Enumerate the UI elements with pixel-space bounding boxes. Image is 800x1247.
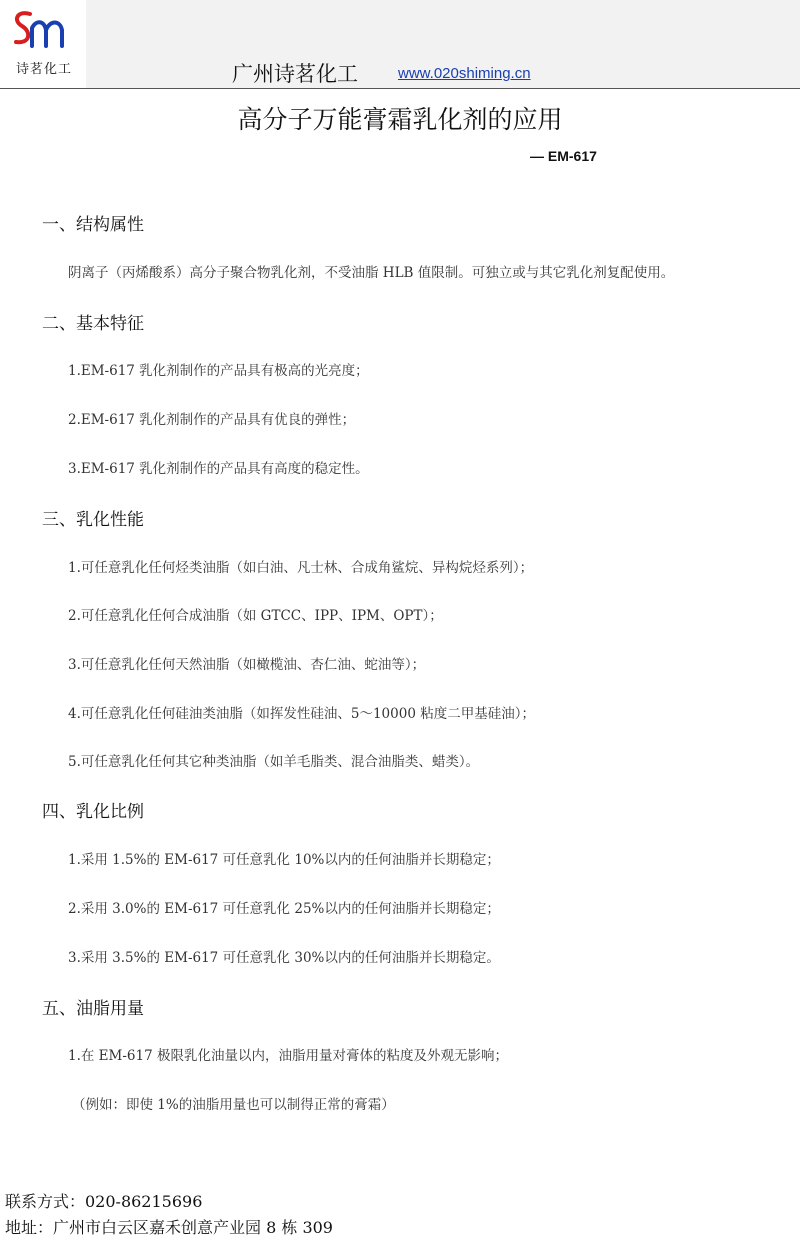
structure-text: 阴离子（丙烯酸系）高分子聚合物乳化剂，不受油脂 HLB 值限制。可独立或与其它乳化剂复配使用。 bbox=[68, 265, 675, 281]
ratio-item: 2.采用 3.0%的 EM-617 可任意乳化 25%以内的任何油脂并长期稳定； bbox=[68, 901, 500, 917]
feature-item: 3.EM-617 乳化剂制作的产品具有高度的稳定性。 bbox=[68, 461, 369, 477]
product-code: — EM-617 bbox=[530, 148, 597, 164]
feature-item: 2.EM-617 乳化剂制作的产品具有优良的弹性； bbox=[68, 412, 356, 428]
logo-text: 诗茗化工 bbox=[15, 62, 72, 77]
page-title: 高分子万能膏霜乳化剂的应用 bbox=[237, 105, 563, 134]
ratio-item: 3.采用 3.5%的 EM-617 可任意乳化 30%以内的任何油脂并长期稳定。 bbox=[68, 950, 500, 966]
ratio-item: 1.采用 1.5%的 EM-617 可任意乳化 10%以内的任何油脂并长期稳定； bbox=[68, 852, 500, 868]
section-heading-oil-amount: 五、油脂用量 bbox=[42, 999, 144, 1019]
emulsification-item: 4.可任意乳化任何硅油类油脂（如挥发性硅油、5～10000 粘度二甲基硅油）； bbox=[68, 706, 535, 722]
sm-logo-icon bbox=[8, 6, 74, 56]
emulsification-item: 1.可任意乳化任何烃类油脂（如白油、凡士林、合成角鲨烷、异构烷烃系列）； bbox=[68, 560, 534, 576]
emulsification-item: 3.可任意乳化任何天然油脂（如橄榄油、杏仁油、蛇油等）； bbox=[68, 657, 426, 673]
company-logo bbox=[6, 6, 76, 78]
footer-address: 地址：广州市白云区嘉禾创意产业园 8 栋 309 bbox=[5, 1218, 333, 1237]
footer-contact: 联系方式：020-86215696 bbox=[5, 1192, 203, 1211]
company-name: 广州诗茗化工 bbox=[232, 62, 358, 86]
section-heading-features: 二、基本特征 bbox=[42, 314, 144, 334]
header-divider bbox=[0, 88, 800, 89]
section-heading-structure: 一、结构属性 bbox=[42, 215, 144, 235]
section-heading-ratio: 四、乳化比例 bbox=[42, 802, 144, 822]
feature-item: 1.EM-617 乳化剂制作的产品具有极高的光亮度； bbox=[68, 363, 369, 379]
website-link[interactable]: www.020shiming.cn bbox=[398, 65, 531, 82]
oil-amount-note: （例如：即使 1%的油脂用量也可以制得正常的膏霜） bbox=[72, 1097, 395, 1113]
emulsification-item: 5.可任意乳化任何其它种类油脂（如羊毛脂类、混合油脂类、蜡类）。 bbox=[68, 754, 480, 770]
emulsification-item: 2.可任意乳化任何合成油脂（如 GTCC、IPP、IPM、OPT）； bbox=[68, 608, 443, 624]
section-heading-emulsification: 三、乳化性能 bbox=[42, 510, 144, 530]
oil-amount-item: 1.在 EM-617 极限乳化油量以内，油脂用量对膏体的粘度及外观无影响； bbox=[68, 1048, 508, 1064]
